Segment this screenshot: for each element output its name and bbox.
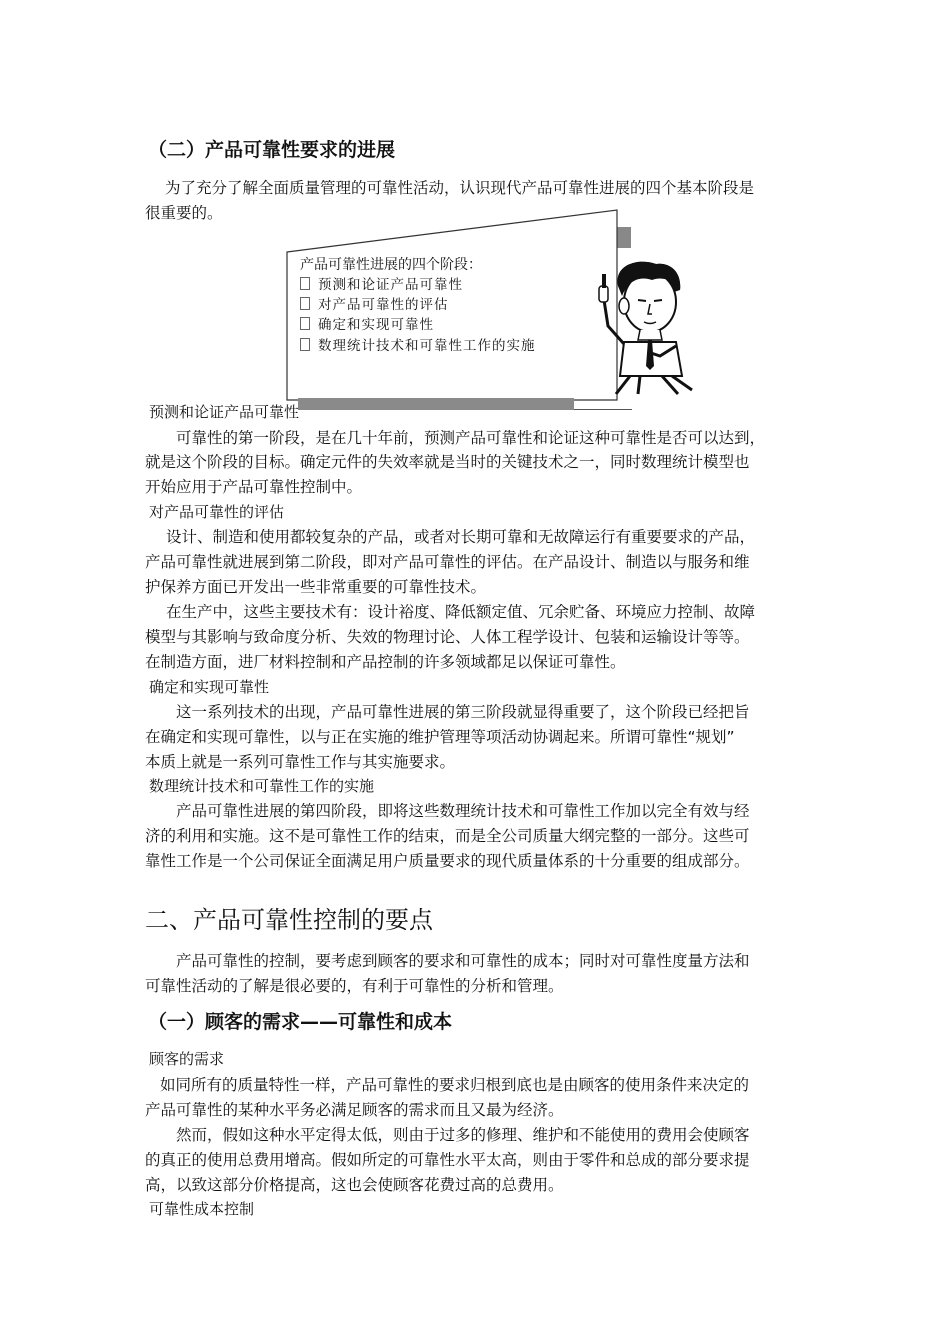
subsection-title: 数理统计技术和可靠性工作的实施 <box>149 777 375 795</box>
paragraph-line: 产品可靠性的某种水平务必满足顾客的需求而且又最为经济。 <box>145 1101 564 1119</box>
bullet-icon <box>300 297 310 310</box>
paragraph-line: 就是这个阶段的目标。确定元件的失效率就是当时的关键技术之一，同时数理统计模型也 <box>145 453 750 471</box>
callout-item: 预测和论证产品可靠性 <box>300 275 463 295</box>
bullet-icon <box>300 277 310 290</box>
paragraph-line: 为了充分了解全面质量管理的可靠性活动，认识现代产品可靠性进展的四个基本阶段是 <box>165 179 755 197</box>
paragraph-line: 高，以致这部分价格提高，这也会使顾客花费过高的总费用。 <box>145 1176 564 1194</box>
callout-title: 产品可靠性进展的四个阶段： <box>300 257 482 273</box>
callout-item: 确定和实现可靠性 <box>300 315 434 335</box>
subsection-title: 确定和实现可靠性 <box>149 678 270 696</box>
subsection-title: 顾客的需求 <box>149 1050 225 1068</box>
section-heading: （一）顾客的需求——可靠性和成本 <box>148 1011 453 1033</box>
paragraph-line: 在制造方面，进厂材料控制和产品控制的许多领域都足以保证可靠性。 <box>145 653 626 671</box>
paragraph-line: 如同所有的质量特性一样，产品可靠性的要求归根到底也是由顾客的使用条件来决定的 <box>160 1076 750 1094</box>
paragraph-line: 可靠性的第一阶段，是在几十年前，预测产品可靠性和论证这种可靠性是否可以达到， <box>176 429 766 447</box>
callout-shadow <box>298 398 574 410</box>
bullet-icon <box>300 338 310 351</box>
subsection-title: 预测和论证产品可靠性 <box>149 403 300 421</box>
paragraph-line: 本质上就是一系列可靠性工作与其实施要求。 <box>145 753 456 771</box>
paragraph-line: 产品可靠性的控制，要考虑到顾客的要求和可靠性的成本；同时对可靠性度量方法和 <box>176 952 750 970</box>
callout-item: 对产品可靠性的评估 <box>300 295 449 315</box>
paragraph-line: 产品可靠性进展的第四阶段，即将这些数理统计技术和可靠性工作加以完全有效与经 <box>176 802 750 820</box>
paragraph-line: 开始应用于产品可靠性控制中。 <box>145 478 363 496</box>
paragraph-line: 然而，假如这种水平定得太低，则由于过多的修理、维护和不能使用的费用会使顾客 <box>176 1126 750 1144</box>
paragraph-line: 产品可靠性就进展到第二阶段，即对产品可靠性的评估。在产品设计、制造以与服务和维 <box>145 553 750 571</box>
paragraph-line: 这一系列技术的出现，产品可靠性进展的第三阶段就显得重要了，这个阶段已经把旨 <box>176 703 750 721</box>
subsection-title: 可靠性成本控制 <box>149 1200 255 1218</box>
paragraph-line: 靠性工作是一个公司保证全面满足用户质量要求的现代质量体系的十分重要的组成部分。 <box>145 852 750 870</box>
paragraph-line: 在确定和实现可靠性，以与正在实施的维护管理等项活动协调起来。所谓可靠性“规划” <box>145 728 735 746</box>
paragraph-line: 的真正的使用总费用增高。假如所定的可靠性水平太高，则由于零件和总成的部分要求提 <box>145 1151 750 1169</box>
bullet-icon <box>300 317 310 330</box>
paragraph-line: 济的利用和实施。这不是可靠性工作的结束，而是全公司质量大纲完整的一部分。这些可 <box>145 827 750 845</box>
paragraph-line: 在生产中，这些主要技术有：设计裕度、降低额定值、冗余贮备、环境应力控制、故障 <box>166 603 756 621</box>
paragraph-line: 很重要的。 <box>145 204 223 222</box>
divider <box>574 409 632 410</box>
paragraph-line: 可靠性活动的了解是很必要的，有利于可靠性的分析和管理。 <box>145 977 564 995</box>
paragraph-line: 设计、制造和使用都较复杂的产品，或者对长期可靠和无故障运行有重要要求的产品， <box>166 528 756 546</box>
section-heading: （二）产品可靠性要求的进展 <box>148 139 396 161</box>
paragraph-line: 护保养方面已开发出一些非常重要的可靠性技术。 <box>145 578 487 596</box>
callout-item: 数理统计技术和可靠性工作的实施 <box>300 336 536 356</box>
callout-frame <box>0 0 950 420</box>
subsection-title: 对产品可靠性的评估 <box>149 503 285 521</box>
chapter-heading: 二、产品可靠性控制的要点 <box>145 906 433 934</box>
paragraph-line: 模型与其影响与致命度分析、失效的物理讨论、人体工程学设计、包装和运输设计等等。 <box>145 628 750 646</box>
thinking-man-illustration <box>590 256 700 396</box>
